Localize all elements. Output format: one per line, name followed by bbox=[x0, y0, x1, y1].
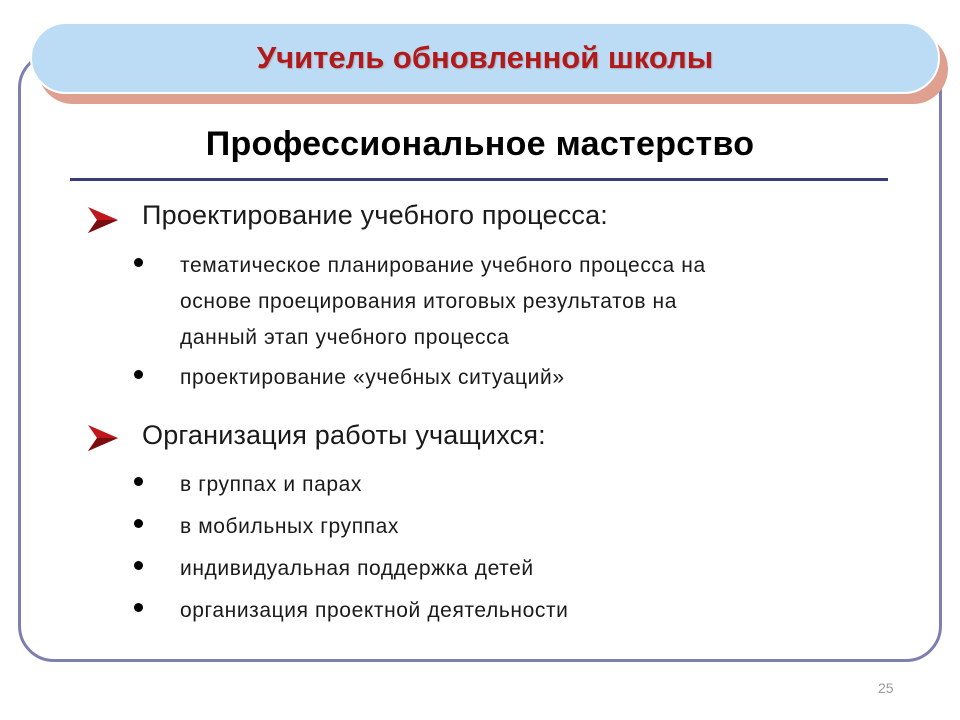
list-item-line: тематическое планирование учебного процесса на bbox=[180, 254, 706, 277]
bullet-dot-icon bbox=[134, 603, 143, 612]
list-item-line: в мобильных группах bbox=[180, 515, 400, 538]
bullet-dot-icon bbox=[134, 561, 143, 570]
list-item-line: данный этап учебного процесса bbox=[180, 326, 510, 349]
list-item-line: организация проектной деятельности bbox=[180, 599, 569, 622]
section-heading-organization: Организация работы учащихся: bbox=[142, 420, 546, 450]
list-item bbox=[180, 593, 569, 629]
slide-title: Учитель обновленной школы bbox=[256, 40, 714, 75]
bullet-dot-icon bbox=[134, 519, 143, 528]
list-item bbox=[180, 509, 399, 545]
title-banner bbox=[30, 22, 940, 94]
list-item bbox=[180, 360, 565, 396]
list-item bbox=[180, 551, 534, 587]
list-item-line: в группах и парах bbox=[180, 473, 363, 496]
list-item-line: проектирование «учебных ситуаций» bbox=[180, 366, 565, 389]
arrow-bullet-icon bbox=[86, 423, 120, 453]
slide-number: 25 bbox=[878, 680, 894, 696]
list-item-line: основе проецирования итоговых результатов на bbox=[180, 290, 678, 313]
bullet-dot-icon bbox=[134, 477, 143, 486]
bullet-dot-icon bbox=[134, 370, 143, 379]
arrow-bullet-icon bbox=[86, 205, 120, 235]
list-item bbox=[180, 248, 706, 356]
section-heading-design: Проектирование учебного процесса: bbox=[142, 200, 609, 230]
bullet-dot-icon bbox=[134, 258, 143, 267]
list-item bbox=[180, 467, 362, 503]
subtitle-divider bbox=[70, 178, 888, 181]
slide-subtitle: Профессиональное мастерство bbox=[205, 125, 755, 163]
list-item-line: индивидуальная поддержка детей bbox=[180, 557, 534, 580]
